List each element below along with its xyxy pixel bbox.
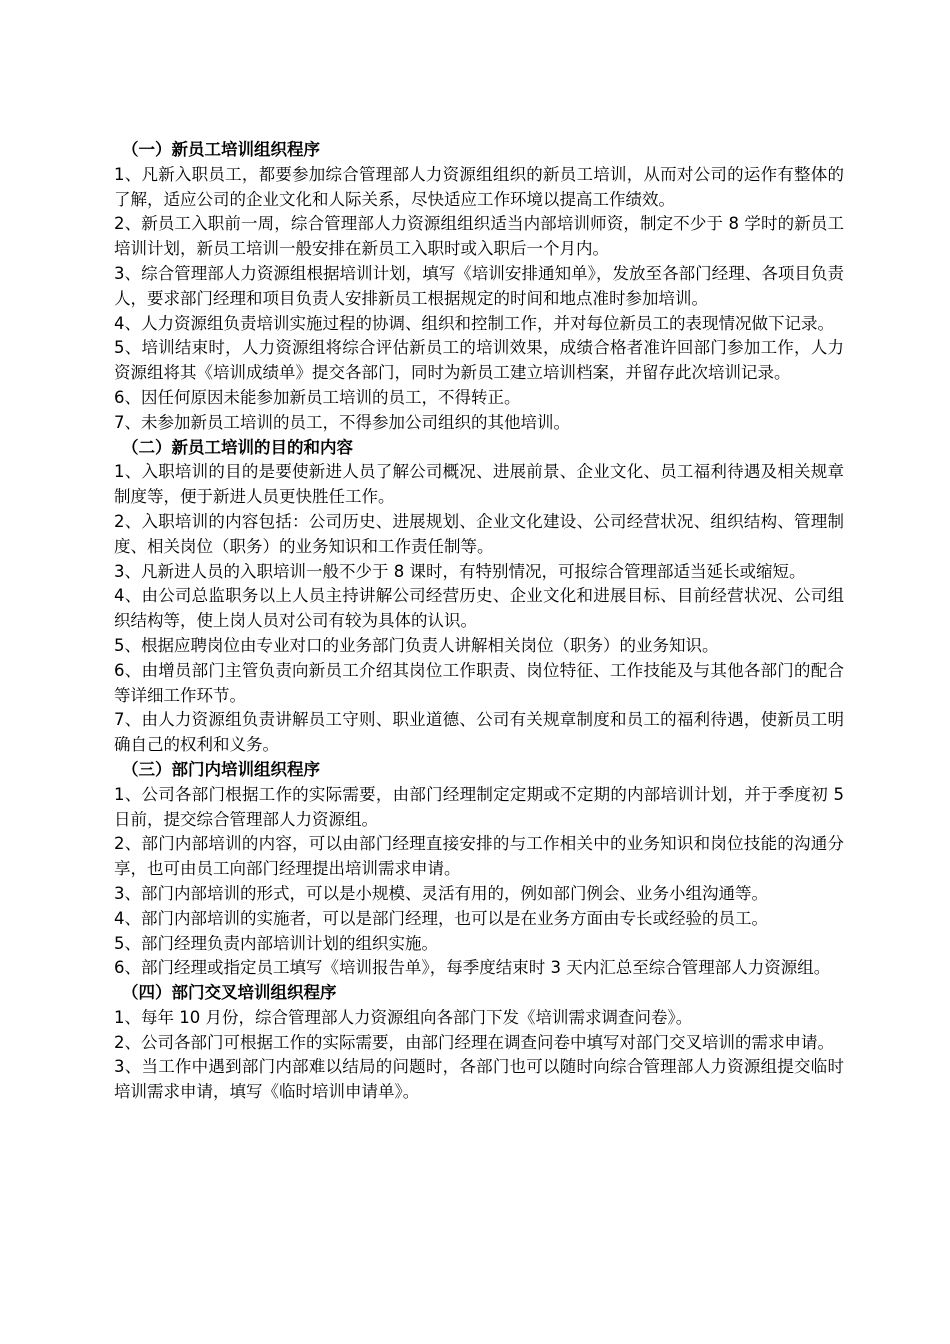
paragraph: 3、综合管理部人力资源组根据培训计划，填写《培训安排通知单》，发放至各部门经理、各项目负责人，要求部门经理和项目负责人安排新员工根据规定的时间和地点准时参加培训。	[114, 263, 844, 308]
paragraph: 4、部门内部培训的实施者，可以是部门经理，也可以是在业务方面由专长或经验的员工。	[114, 908, 768, 928]
paragraph: 1、公司各部门根据工作的实际需要，由部门经理制定定期或不定期的内部培训计划，并于季度初 5 日前，提交综合管理部人力资源组。	[114, 784, 844, 829]
section-4	[114, 981, 844, 1105]
paragraph: 6、因任何原因未能参加新员工培训的员工，不得转正。	[114, 387, 521, 407]
section-3	[114, 758, 844, 981]
section-2	[114, 436, 844, 758]
paragraph: 1、凡新入职员工，都要参加综合管理部人力资源组组织的新员工培训，从而对公司的运作有整体的了解，适应公司的企业文化和人际关系，尽快适应工作环境以提高工作绩效。	[114, 164, 844, 209]
paragraph: 3、当工作中遇到部门内部难以结局的问题时，各部门也可以随时向综合管理部人力资源组提交临时培训需求申请，填写《临时培训申请单》。	[114, 1057, 844, 1102]
paragraph: 3、部门内部培训的形式，可以是小规模、灵活有用的，例如部门例会、业务小组沟通等。	[114, 883, 768, 903]
paragraph: 4、由公司总监职务以上人员主持讲解公司经营历史、企业文化和进展目标、目前经营状况、公司组织结构等，使上岗人员对公司有较为具体的认识。	[114, 586, 844, 631]
paragraph: 1、每年 10 月份，综合管理部人力资源组向各部门下发《培训需求调查问卷》。	[114, 1007, 693, 1027]
paragraph: 4、人力资源组负责培训实施过程的协调、组织和控制工作，并对每位新员工的表现情况做下记录。	[114, 313, 834, 333]
section-heading: （三）部门内培训组织程序	[122, 759, 320, 779]
paragraph: 7、未参加新员工培训的员工，不得参加公司组织的其他培训。	[114, 412, 570, 432]
paragraph: 1、入职培训的目的是要使新进人员了解公司概况、进展前景、企业文化、员工福利待遇及相关规章制度等，便于新进人员更快胜任工作。	[114, 462, 844, 507]
paragraph: 5、培训结束时，人力资源组将综合评估新员工的培训效果，成绩合格者准许回部门参加工作，人力资源组将其《培训成绩单》提交各部门，同时为新员工建立培训档案，并留存此次培训记录。	[114, 338, 844, 383]
paragraph: 2、部门内部培训的内容，可以由部门经理直接安排的与工作相关中的业务知识和岗位技能的沟通分享，也可由员工向部门经理提出培训需求申请。	[114, 834, 844, 879]
section-heading: （四）部门交叉培训组织程序	[122, 983, 337, 1003]
paragraph: 3、凡新进人员的入职培训一般不少于 8 课时，有特别情况，可报综合管理部适当延长或缩短。	[114, 561, 806, 581]
section-heading: （一）新员工培训组织程序	[122, 140, 320, 159]
paragraph: 6、部门经理或指定员工填写《培训报告单》，每季度结束时 3 天内汇总至综合管理部人力资源组。	[114, 958, 831, 978]
paragraph: 6、由增员部门主管负责向新员工介绍其岗位工作职责、岗位特征、工作技能及与其他各部门的配合等详细工作环节。	[114, 660, 844, 705]
paragraph: 2、新员工入职前一周，综合管理部人力资源组组织适当内部培训师资，制定不少于 8 学时的新员工培训计划，新员工培训一般安排在新员工入职时或入职后一个月内。	[114, 214, 844, 259]
document-page	[114, 138, 844, 1105]
paragraph: 2、入职培训的内容包括：公司历史、进展规划、企业文化建设、公司经营状况、组织结构、管理制度、相关岗位（职务）的业务知识和工作责任制等。	[114, 511, 844, 556]
section-1	[114, 138, 844, 436]
paragraph: 5、根据应聘岗位由专业对口的业务部门负责人讲解相关岗位（职务）的业务知识。	[114, 635, 719, 655]
paragraph: 7、由人力资源组负责讲解员工守则、职业道德、公司有关规章制度和员工的福利待遇，使新员工明确自己的权利和义务。	[114, 710, 844, 755]
paragraph: 5、部门经理负责内部培训计划的组织实施。	[114, 933, 438, 953]
section-heading: （二）新员工培训的目的和内容	[122, 437, 353, 457]
paragraph: 2、公司各部门可根据工作的实际需要，由部门经理在调查问卷中填写对部门交叉培训的需求申请。	[114, 1032, 834, 1052]
